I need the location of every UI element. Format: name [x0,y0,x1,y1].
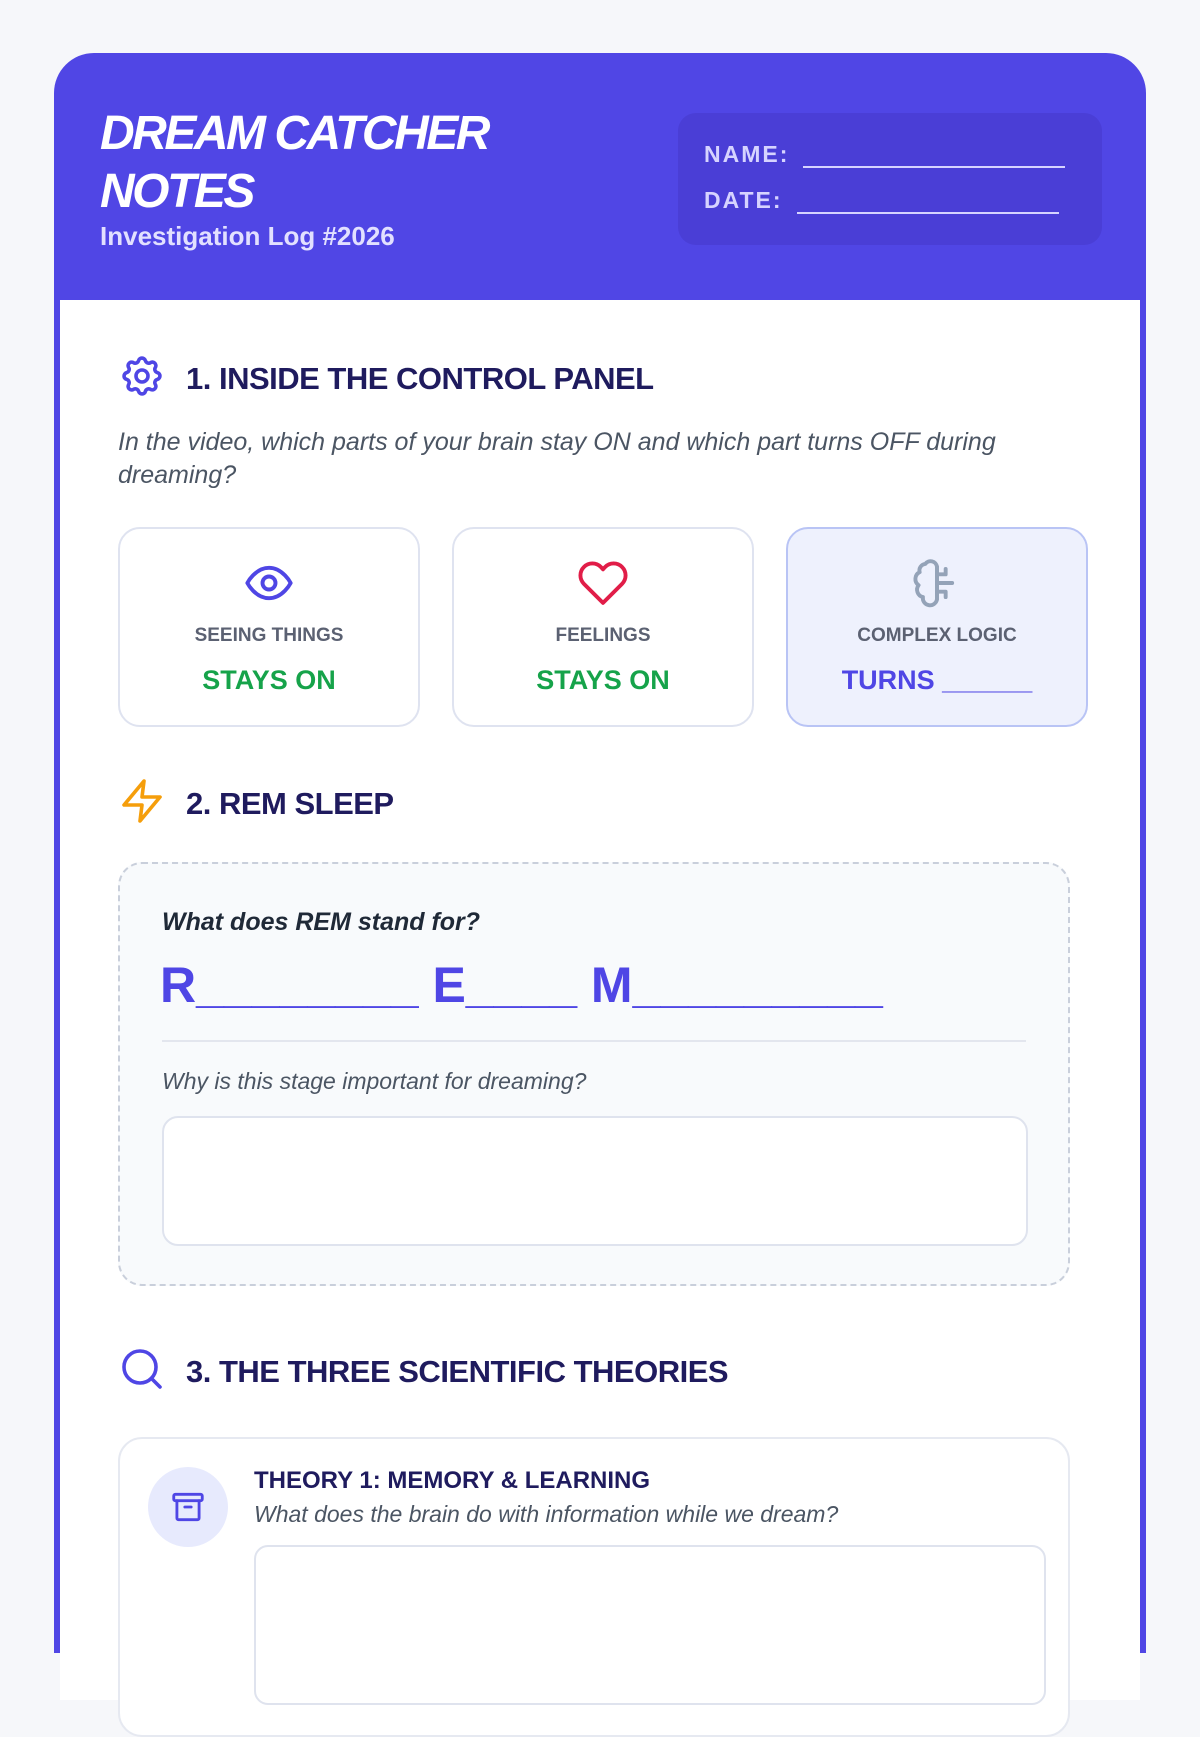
divider [162,1040,1026,1042]
tile-complex-logic[interactable] [786,527,1088,727]
tile-label: FEELINGS [555,625,651,646]
name-row [704,141,1065,168]
page-title [100,105,620,221]
date-field[interactable] [797,188,1059,214]
section-1-title: 1. INSIDE THE CONTROL PANEL [186,360,654,396]
rem-answer-field[interactable] [162,1116,1028,1246]
student-info-box [678,113,1102,245]
title-line-2: NOTES [100,165,253,218]
section-1-question: In the video, which parts of your brain stay ON and which part turns OFF during dreaming? [118,428,996,489]
heart-icon [454,557,752,609]
section-3-title: 3. THE THREE SCIENTIFIC THEORIES [186,1353,729,1389]
tile-status: STAYS ON [536,665,670,695]
section-2-title: 2. REM SLEEP [186,785,394,821]
section-2-header [118,777,394,830]
section-1-header [118,352,654,405]
theory-1-answer-field[interactable] [254,1545,1046,1705]
search-icon [118,1345,166,1398]
date-row [704,187,1059,214]
tile-label: SEEING THINGS [194,625,344,646]
theory-1-title: THEORY 1: MEMORY & LEARNING [254,1467,651,1494]
tile-seeing-things [118,527,420,727]
theory-1-question: What does the brain do with information while we dream? [254,1501,839,1527]
tile-feelings [452,527,754,727]
rem-box [118,862,1070,1286]
theory-1-card [118,1437,1070,1737]
lightning-icon [118,777,166,830]
worksheet-card [54,53,1146,1653]
rem-question: What does REM stand for? [162,908,481,936]
section-3-header [118,1345,728,1398]
worksheet-body [60,300,1140,1700]
tile-label: COMPLEX LOGIC [857,625,1017,646]
tile-status: STAYS ON [202,665,336,695]
brain-icon [788,557,1086,609]
eye-icon [120,557,418,609]
tile-status-blank[interactable]: TURNS ______ [841,665,1033,695]
title-line-1: DREAM CATCHER [100,107,488,160]
rem-importance-question: Why is this stage important for dreaming? [162,1068,587,1094]
page-subtitle: Investigation Log #2026 [100,221,395,251]
name-field[interactable] [803,142,1065,168]
date-label: DATE: [704,187,783,213]
gear-icon [118,352,166,405]
archive-icon [148,1467,228,1547]
name-label: NAME: [704,141,790,167]
rem-acronym-blanks[interactable]: R________ E____ M_________ [160,957,883,1013]
